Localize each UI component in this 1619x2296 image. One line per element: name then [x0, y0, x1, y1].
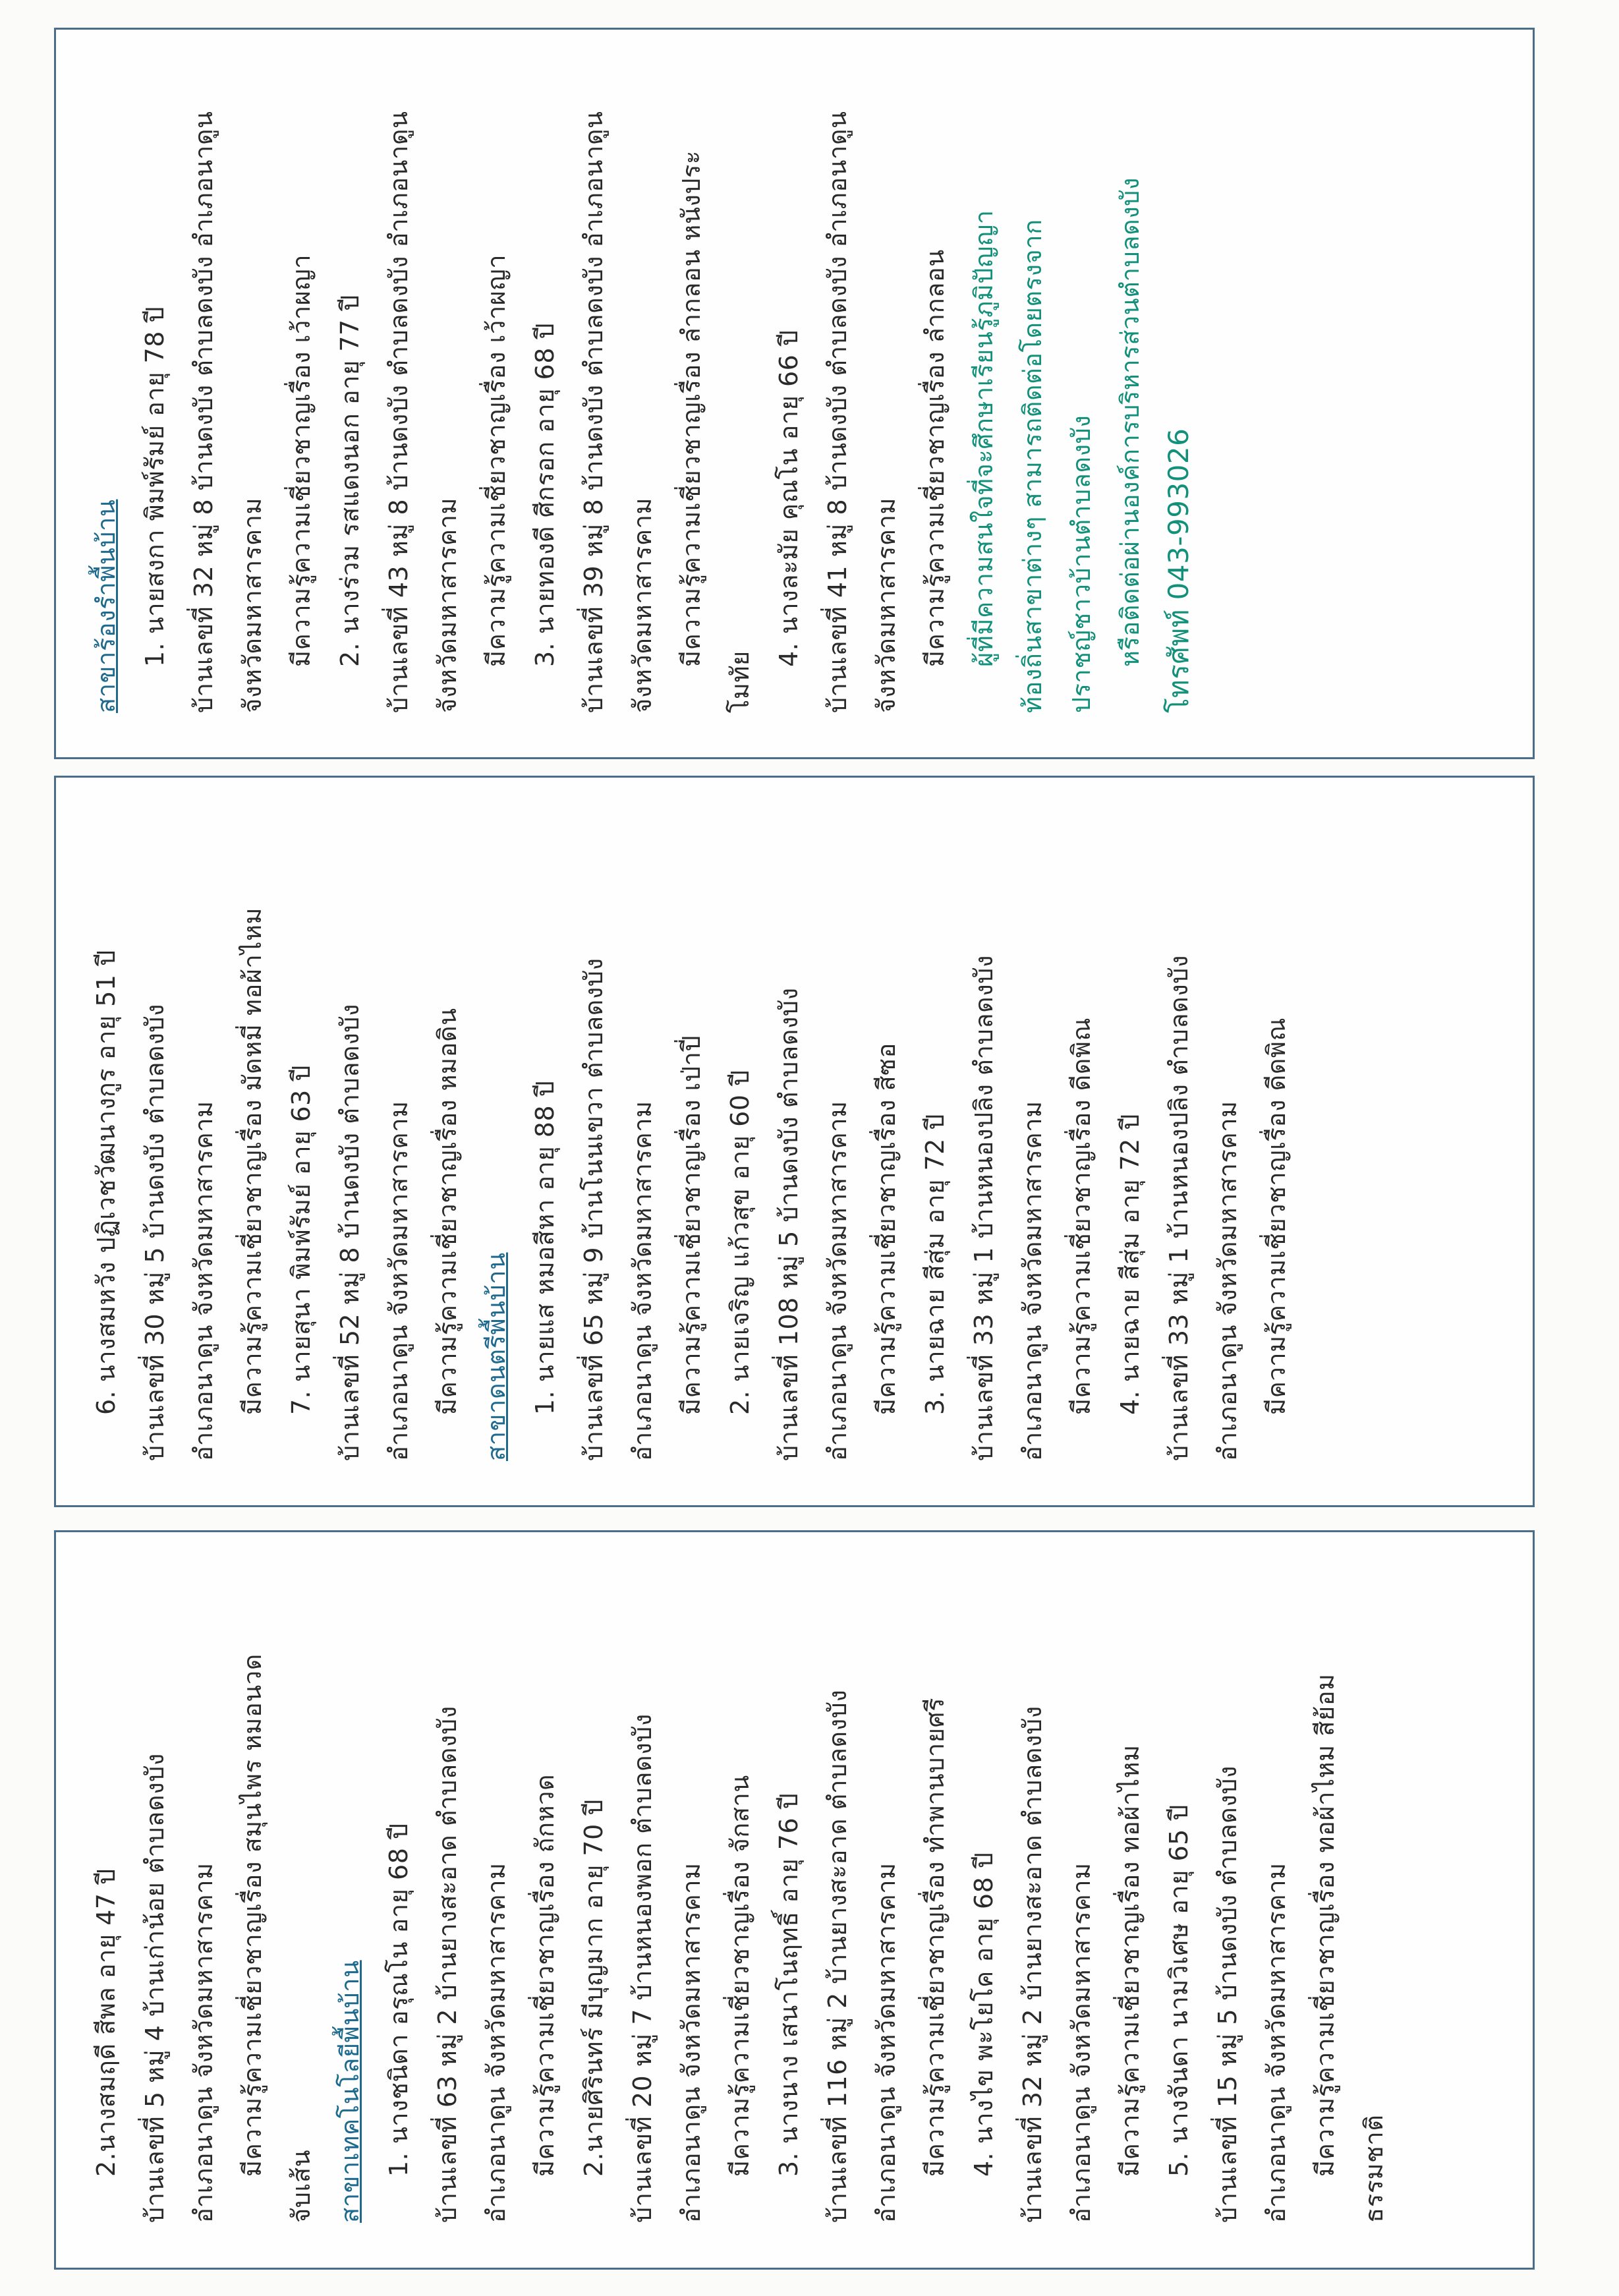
text-line: มีความรู้ความเชี่ยวชาญเรื่อง ทอผ้าไหม: [1115, 1744, 1145, 2177]
contact-line: ปราชญ์ชาวบ้านตำบลดงบัง: [1066, 415, 1096, 713]
text-line: มีความรู้ความเชี่ยวชาญเรื่อง สีซอ: [871, 1043, 901, 1415]
panel-left-content: [76, 1551, 1513, 2249]
text-line: มีความรู้ความเชี่ยวชาญเรื่อง สมุนไพร หมอนวด: [237, 1653, 267, 2177]
text-line: 5. นางจันดา นามวิเศษ อายุ 65 ปี: [1164, 1804, 1193, 2177]
text-line: อำเภอนาดูน จังหวัดมหาสารคาม: [1212, 1101, 1242, 1461]
text-line: 4. นางไข พะโยโค อายุ 68 ปี: [969, 1852, 998, 2177]
text-line: มีความรู้ความเชี่ยวชาญเรื่อง ถักหวด: [530, 1773, 559, 2177]
text-line: บ้านเลขที่ 65 หมู่ 9 บ้านโนนเขวา ตำบลดงบัง: [579, 958, 608, 1461]
text-line: ธรรมชาติ: [1359, 2114, 1388, 2223]
contact-line: หรือติดต่อผ่านองค์การบริหารส่วนตำบลดงบัง: [1115, 177, 1145, 667]
text-line: บ้านเลขที่ 41 หมู่ 8 บ้านดงบัง ตำบลดงบัง อำเภอนาดูน: [822, 111, 852, 713]
text-line: อำเภอนาดูน จังหวัดมหาสารคาม: [383, 1101, 413, 1461]
text-line: บ้านเลขที่ 108 หมู่ 5 บ้านดงบัง ตำบลดงบัง: [774, 987, 803, 1461]
text-line: มีความรู้ความเชี่ยวชาญเรื่อง เป่าปี่: [676, 1035, 706, 1415]
section-heading: สาขาร้องรำพื้นบ้าน: [91, 499, 121, 713]
text-line: บ้านเลขที่ 32 หมู่ 8 บ้านดงบัง ตำบลดงบัง อำเภอนาดูน: [188, 111, 218, 713]
text-line: บ้านเลขที่ 30 หมู่ 5 บ้านดงบัง ตำบลดงบัง: [140, 1004, 169, 1461]
text-line: 1. นางชนิดา อรุณโน อายุ 68 ปี: [383, 1823, 413, 2177]
text-line: มีความรู้ความเชี่ยวชาญเรื่อง ดีดพิณ: [1066, 1017, 1096, 1415]
text-line: บ้านเลขที่ 20 หมู่ 7 บ้านหนองพอก ตำบลดงบัง: [627, 1713, 657, 2223]
text-line: อำเภอนาดูน จังหวัดมหาสารคาม: [188, 1862, 218, 2223]
panel-right-content: [76, 47, 1513, 739]
text-line: มีความรู้ความเชี่ยวชาญเรื่อง เว้าผญา: [286, 254, 316, 667]
text-line: มีความรู้ความเชี่ยวชาญเรื่อง ลำกลอน หนังประ: [676, 150, 706, 667]
text-line: บ้านเลขที่ 33 หมู่ 1 บ้านหนองปลิง ตำบลดงบัง: [1164, 955, 1193, 1461]
text-line: บ้านเลขที่ 43 หมู่ 8 บ้านดงบัง ตำบลดงบัง อำเภอนาดูน: [383, 111, 413, 713]
text-line: อำเภอนาดูน จังหวัดมหาสารคาม: [1017, 1101, 1047, 1461]
contact-line: โทรศัพท์ 043-993026: [1162, 428, 1195, 713]
text-line: อำเภอนาดูน จังหวัดมหาสารคาม: [822, 1101, 852, 1461]
section-heading: สาขาดนตรีพื้นบ้าน: [481, 1252, 511, 1461]
text-line: 4. นายฉาย สีสุ่ม อายุ 72 ปี: [1115, 1113, 1145, 1415]
text-line: จับเส้น: [286, 2149, 316, 2223]
text-line: บ้านเลขที่ 52 หมู่ 8 บ้านดงบัง ตำบลดงบัง: [335, 1004, 364, 1461]
text-line: บ้านเลขที่ 116 หมู่ 2 บ้านยางสะอาด ตำบลดงบัง: [822, 1689, 852, 2223]
text-line: อำเภอนาดูน จังหวัดมหาสารคาม: [676, 1862, 706, 2223]
text-line: อำเภอนาดูน จังหวัดมหาสารคาม: [1261, 1862, 1291, 2223]
text-line: อำเภอนาดูน จังหวัดมหาสารคาม: [627, 1101, 657, 1461]
panel-right: [54, 28, 1535, 759]
text-line: 2.นางสมฤดี สีพล อายุ 47 ปี: [91, 1868, 121, 2177]
text-line: มีความรู้ความเชี่ยวชาญเรื่อง ลำกลอน: [920, 249, 950, 667]
text-line: 4. นางละมัย คุณโน อายุ 66 ปี: [774, 330, 803, 667]
text-line: อำเภอนาดูน จังหวัดมหาสารคาม: [871, 1862, 901, 2223]
contact-line: ท้องถิ่นสาขาต่างๆ สามารถติดต่อโดยตรงจาก: [1017, 219, 1047, 713]
text-line: จังหวัดมหาสารคาม: [432, 497, 462, 713]
text-line: จังหวัดมหาสารคาม: [871, 497, 901, 713]
text-line: บ้านเลขที่ 39 หมู่ 8 บ้านดงบัง ตำบลดงบัง อำเภอนาดูน: [579, 111, 608, 713]
text-line: มีความรู้ความเชี่ยวชาญเรื่อง ดีดพิณ: [1261, 1017, 1291, 1415]
text-line: อำเภอนาดูน จังหวัดมหาสารคาม: [1066, 1862, 1096, 2223]
text-line: จังหวัดมหาสารคาม: [627, 497, 657, 713]
panel-left-lines: [82, 1564, 1398, 2223]
text-line: 2. นางร่วม รสแดงนอก อายุ 77 ปี: [335, 295, 364, 667]
text-line: บ้านเลขที่ 5 หมู่ 4 บ้านเก่าน้อย ตำบลดงบัง: [140, 1753, 169, 2223]
text-line: 7. นายสุนา พิมพ์รัมย์ อายุ 63 ปี: [286, 1064, 316, 1415]
section-heading: สาขาเทคโนโลยีพื้นบ้าน: [335, 1960, 364, 2223]
text-line: จังหวัดมหาสารคาม: [237, 497, 267, 713]
panel-right-lines: [82, 61, 1203, 713]
text-line: มีความรู้ความเชี่ยวชาญเรื่อง หมอดิน: [432, 1008, 462, 1415]
text-line: 1. นายสงกา พิมพ์รัมย์ อายุ 78 ปี: [140, 306, 169, 667]
text-line: มีความรู้ความเชี่ยวชาญเรื่อง ทอผ้าไหม สีย้อม: [1310, 1673, 1340, 2177]
panel-middle: [54, 776, 1535, 1507]
text-line: มีความรู้ความเชี่ยวชาญเรื่อง จักสาน: [725, 1775, 754, 2177]
panel-middle-content: [76, 795, 1513, 1487]
text-line: 3. นายฉาย สีสุ่ม อายุ 72 ปี: [920, 1113, 950, 1415]
text-line: มีความรู้ความเชี่ยวชาญเรื่อง เว้าผญา: [481, 254, 511, 667]
text-line: 2. นายเจริญ แก้วสุข อายุ 60 ปี: [725, 1070, 754, 1415]
contact-line: ผู้ที่มีความสนใจที่จะศึกษาเรียนรู้ภูมิปัญญา: [969, 210, 998, 667]
text-line: โมทัย: [725, 650, 754, 713]
text-line: บ้านเลขที่ 32 หมู่ 2 บ้านยางสะอาด ตำบลดงบัง: [1017, 1706, 1047, 2223]
text-line: 3. นายทองดี ศีกรอก อายุ 68 ปี: [530, 322, 559, 667]
text-line: อำเภอนาดูน จังหวัดมหาสารคาม: [481, 1862, 511, 2223]
text-line: บ้านเลขที่ 33 หมู่ 1 บ้านหนองปลิง ตำบลดงบัง: [969, 955, 998, 1461]
text-line: อำเภอนาดูน จังหวัดมหาสารคาม: [188, 1101, 218, 1461]
text-line: บ้านเลขที่ 15 หมู่ 5 บ้านดงบัง ตำบลดงบัง: [1212, 1765, 1242, 2223]
text-line: มีความรู้ความเชี่ยวชาญเรื่อง ทำพานบายศรี: [920, 1698, 950, 2177]
panel-middle-lines: [82, 809, 1301, 1461]
panel-left: [54, 1530, 1535, 2270]
text-line: 3. นางนาง เสนาโนฤทธิ์ อายุ 76 ปี: [774, 1793, 803, 2177]
text-line: 1. นายแส หมอสีหา อายุ 88 ปี: [530, 1080, 559, 1415]
text-line: มีความรู้ความเชี่ยวชาญเรื่อง มัดหมี่ ทอผ้าไหม: [237, 907, 267, 1415]
text-line: บ้านเลขที่ 63 หมู่ 2 บ้านยางสะอาด ตำบลดงบัง: [432, 1706, 462, 2223]
text-line: 2.นายศิรินทร์ มีบุญมาก อายุ 70 ปี: [579, 1799, 608, 2177]
text-line: 6. นางสมหวัง ปฏิเวชวัฒนางกูร อายุ 51 ปี: [91, 950, 121, 1415]
